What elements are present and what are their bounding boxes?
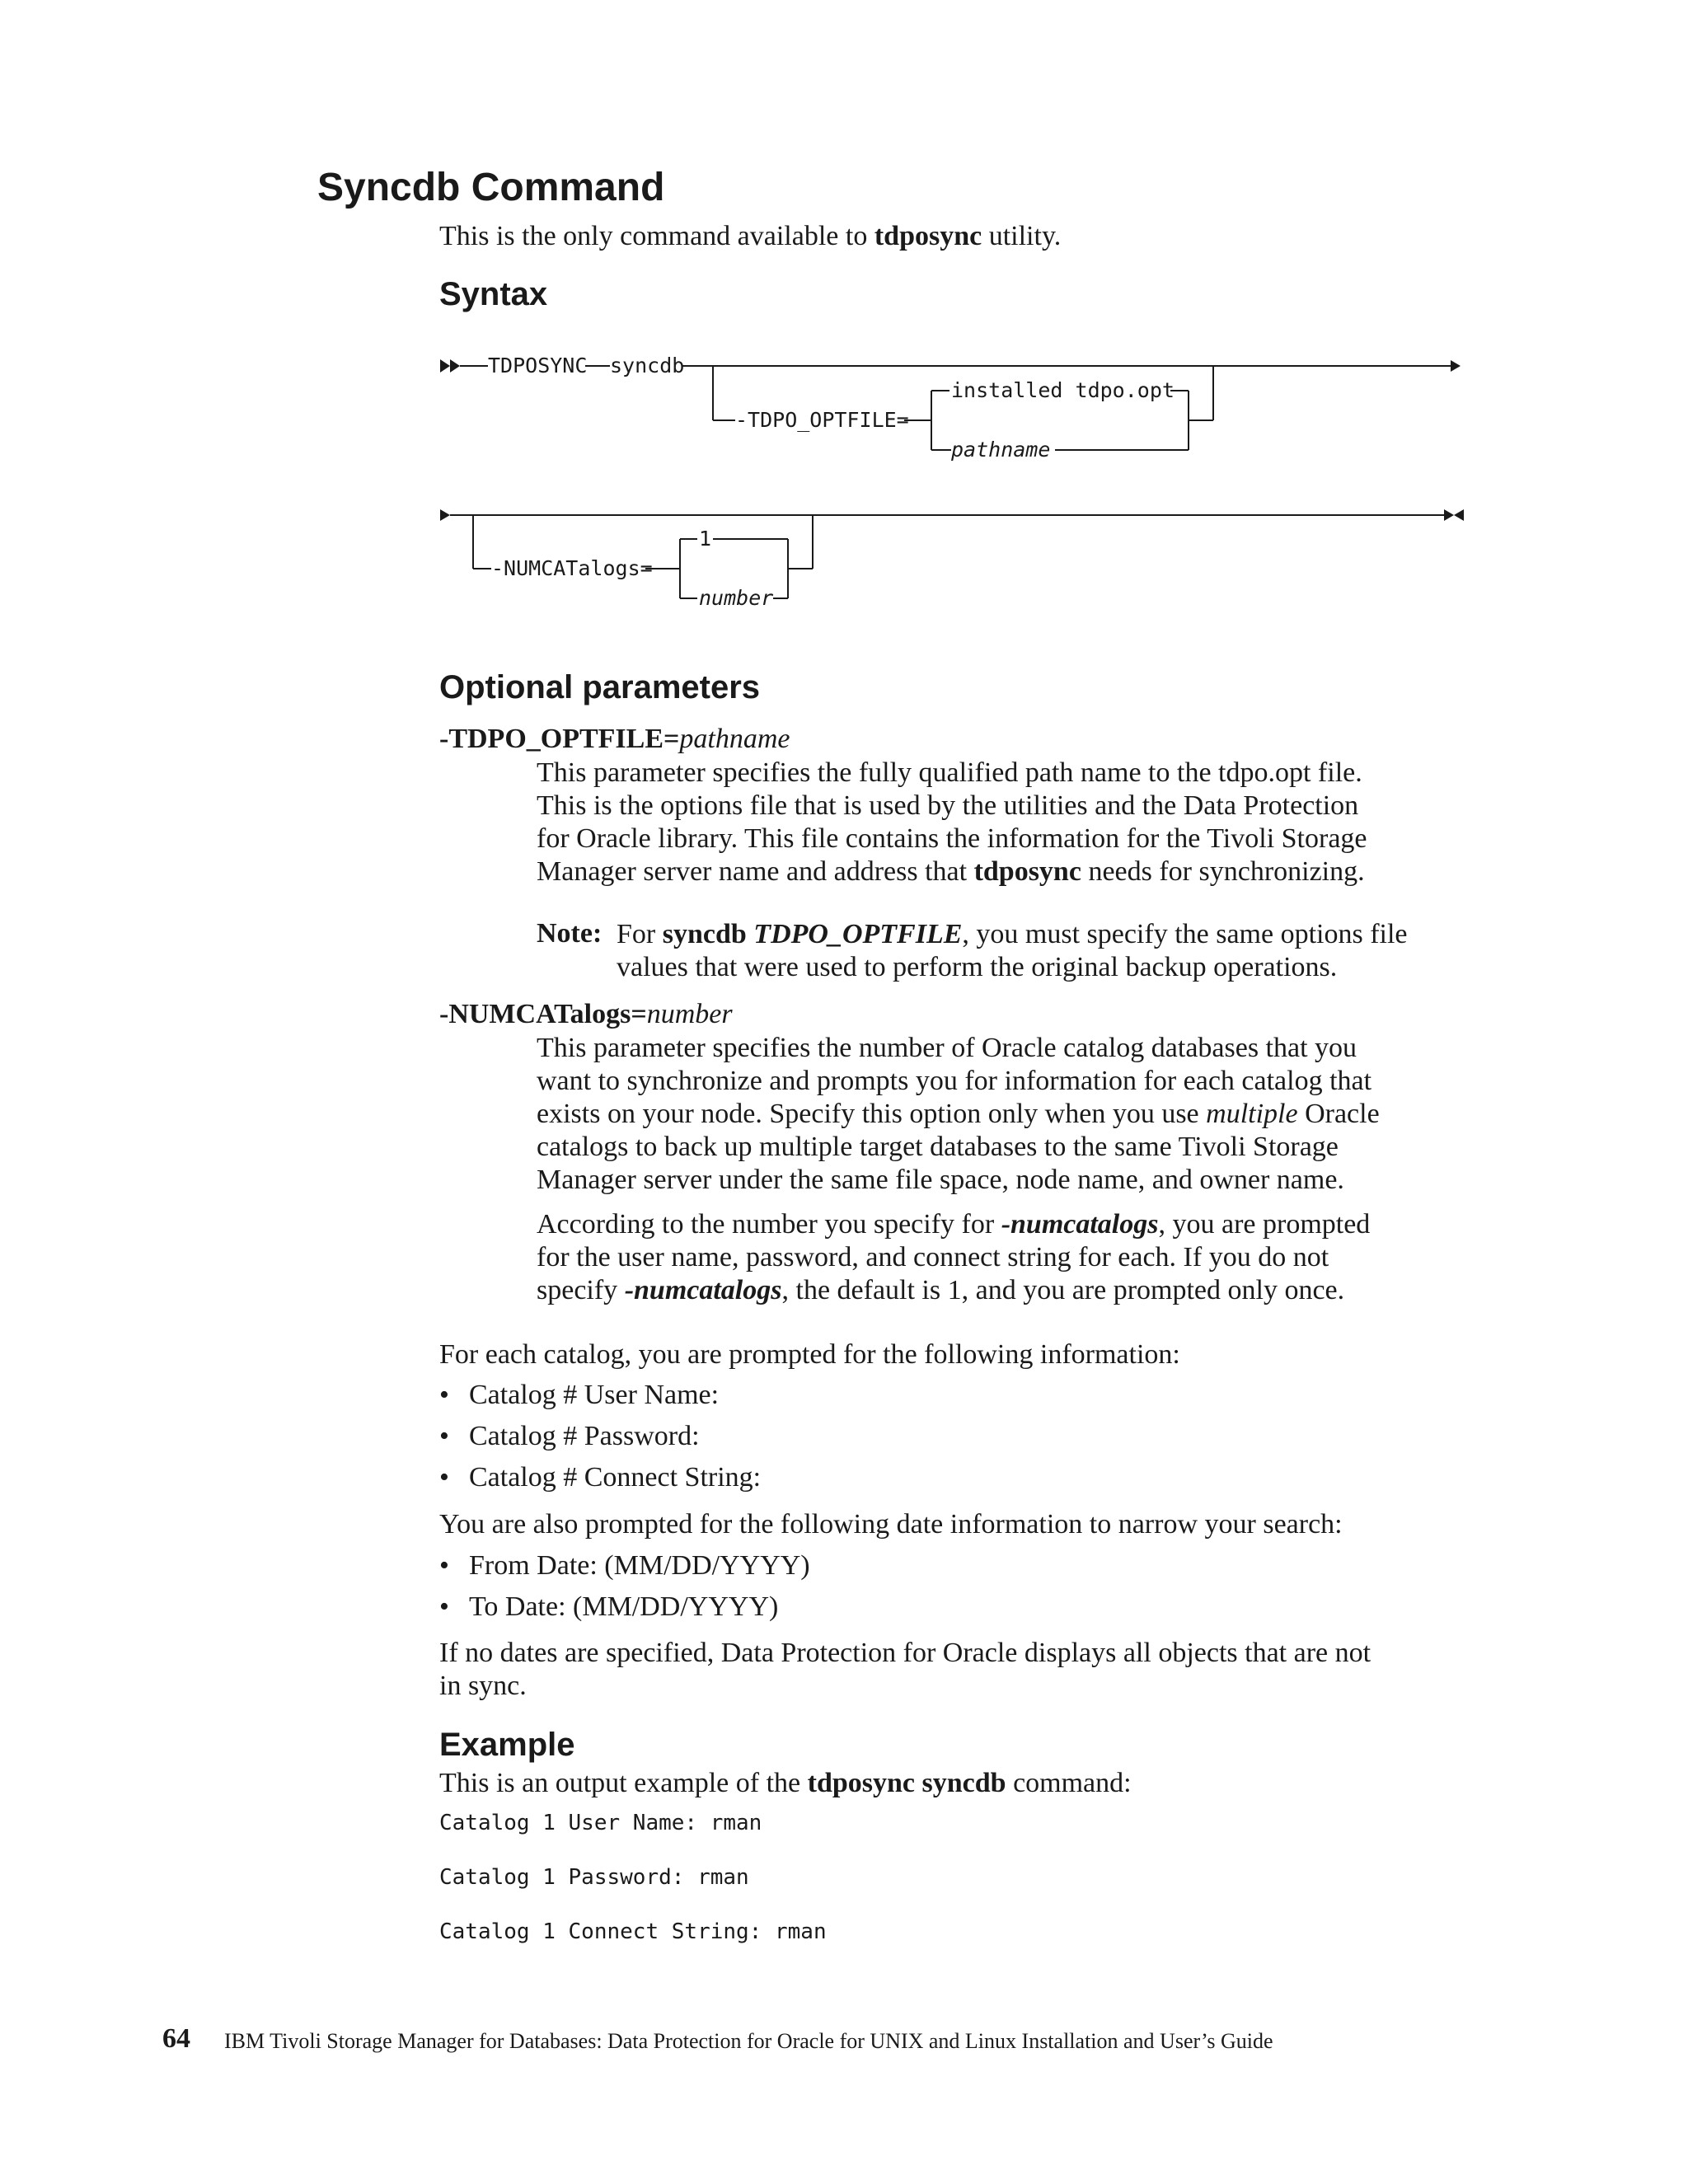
optional-parameters-heading: Optional parameters xyxy=(439,669,761,705)
optfile-term: -TDPO_OPTFILE=pathname xyxy=(439,724,790,754)
continue-arrow-icon xyxy=(440,509,450,521)
syntax-numcat-param: -NUMCATalogs= xyxy=(491,556,653,580)
example-heading: Example xyxy=(439,1727,575,1763)
end-arrow-icon xyxy=(1454,509,1464,521)
page-number: 64 xyxy=(162,2023,190,2054)
catalog-prompt-list xyxy=(439,1379,761,1502)
list-item: • Catalog # Connect String: xyxy=(439,1461,761,1502)
section-intro: This is the only command available to tdposync utility. xyxy=(439,221,1062,251)
code-line: Catalog 1 Connect String: rman xyxy=(439,1919,827,1944)
end-arrow-icon xyxy=(1444,509,1454,521)
example-intro: This is an output example of the tdposync syncdb command: xyxy=(439,1768,1132,1798)
numcat-term: -NUMCATalogs=number xyxy=(439,999,733,1029)
numcat-description: This parameter specifies the number of Oracle catalog databases that you want to synchronize and prompts you for information for each catalog that exists on your node. Specify this option only when you use multiple Oracle catalogs to back up multiple target databases to the same Tivoli Storage Manager server under the same file space, node name, and owner name. xyxy=(537,1033,1380,1195)
page-title: Syncdb Command xyxy=(317,166,665,209)
optfile-description: This parameter specifies the fully qualified path name to the tdpo.opt file. This is the options file that is used by the utilities and the Data Protection for Oracle library. This file contains the information for the Tivoli Storage Manager server name and address that tdposync needs for synchronizing. xyxy=(537,757,1367,887)
syntax-heading: Syntax xyxy=(439,276,548,312)
list-item: • From Date: (MM/DD/YYYY) xyxy=(439,1549,810,1591)
note-label: Note: xyxy=(537,918,603,949)
list-item: • Catalog # User Name: xyxy=(439,1379,761,1420)
date-intro: You are also prompted for the following date information to narrow your search: xyxy=(439,1509,1343,1540)
syntax-optfile-var: pathname xyxy=(951,438,1051,462)
code-line: Catalog 1 Password: rman xyxy=(439,1865,749,1890)
syntax-numcat-default: 1 xyxy=(699,527,712,551)
syntax-diagram xyxy=(429,336,1475,633)
catalog-intro: For each catalog, you are prompted for the following information: xyxy=(439,1339,1180,1370)
no-dates-note: If no dates are specified, Data Protection for Oracle displays all objects that are not in sync. xyxy=(439,1638,1372,1701)
syntax-command: TDPOSYNC xyxy=(488,354,588,377)
note-text: For syncdb TDPO_OPTFILE, you must specify the same options file values that were used to perform the original backup operations. xyxy=(617,919,1408,982)
start-arrow-icon xyxy=(440,359,450,373)
list-item: • To Date: (MM/DD/YYYY) xyxy=(439,1591,810,1632)
code-line: Catalog 1 User Name: rman xyxy=(439,1811,762,1835)
date-prompt-list xyxy=(439,1549,810,1632)
running-footer: IBM Tivoli Storage Manager for Databases: Data Protection for Oracle for UNIX and Linux Installation and User’s Guide xyxy=(224,2029,1273,2053)
syntax-numcat-var: number xyxy=(699,586,774,610)
syntax-optfile-default: installed tdpo.opt xyxy=(951,378,1175,402)
numcat-description-2: According to the number you specify for -numcatalogs, you are prompted for the user name, password, and connect string for each. If you do not specify -numcatalogs, the default is 1, and you are prompted only once. xyxy=(537,1209,1371,1305)
syntax-optfile-param: -TDPO_OPTFILE= xyxy=(735,408,909,432)
list-item: • Catalog # Password: xyxy=(439,1420,761,1461)
syntax-subcommand: syncdb xyxy=(610,354,685,377)
start-arrow-icon xyxy=(450,359,460,373)
continue-arrow-icon xyxy=(1451,360,1461,372)
